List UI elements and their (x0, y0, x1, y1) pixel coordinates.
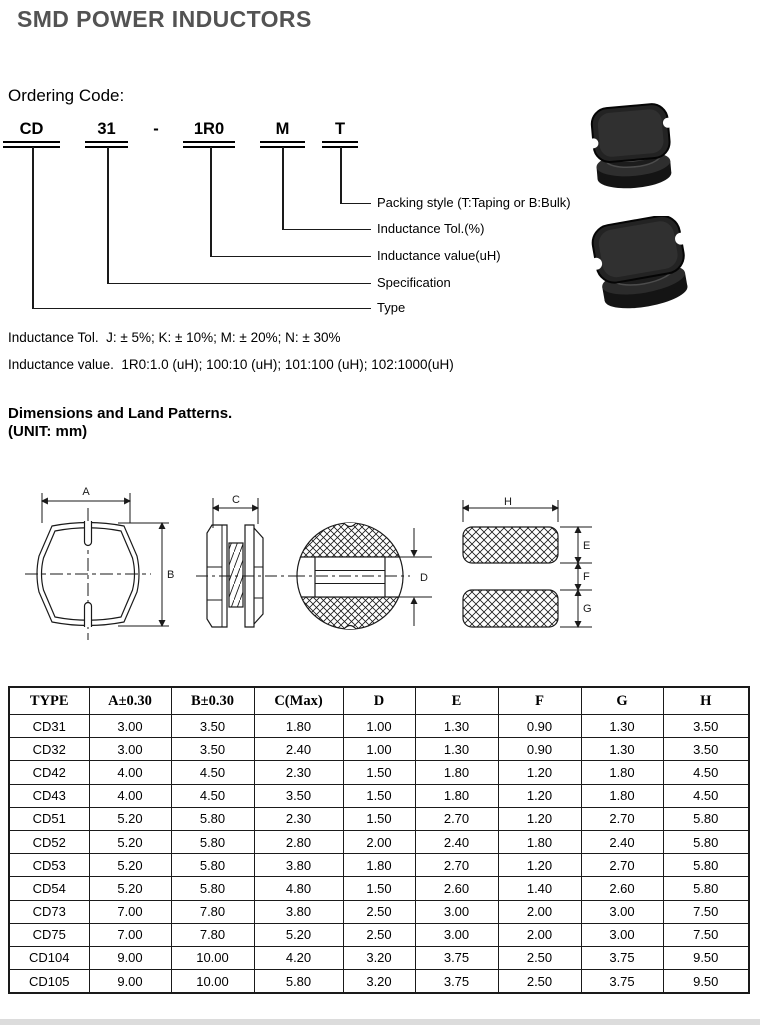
diagram-top-view (23, 468, 177, 650)
inductance-value-note: Inductance value. 1R0:1.0 (uH); 100:10 (uH); 101:100 (uH); 102:1000(uH) (8, 357, 454, 372)
ordering-code-heading: Ordering Code: (8, 86, 125, 105)
connector-line (210, 147, 212, 257)
table-row (9, 854, 749, 877)
connector-line (107, 147, 109, 284)
value-cell: 4.20 (254, 946, 343, 969)
value-cell: 5.80 (171, 877, 254, 900)
spec-table-body (9, 715, 749, 994)
code-part-pack-text: T (334, 120, 346, 138)
code-part-tol-text: M (275, 120, 290, 138)
dim-label-d: D (420, 572, 428, 584)
product-photo-large (586, 216, 696, 314)
table-row (9, 877, 749, 900)
callout-type: Type (377, 300, 406, 315)
value-cell: 3.50 (663, 738, 749, 761)
value-cell: 1.40 (498, 877, 581, 900)
value-cell: 1.80 (254, 715, 343, 738)
value-cell: 4.50 (171, 784, 254, 807)
connector-line (282, 147, 284, 230)
value-cell: 9.00 (89, 946, 171, 969)
code-part-tol (260, 119, 305, 148)
callout-specification: Specification (377, 275, 451, 290)
type-cell: CD51 (9, 807, 89, 830)
value-cell: 5.80 (254, 970, 343, 994)
value-cell: 4.50 (663, 761, 749, 784)
value-cell: 2.50 (343, 923, 415, 946)
page-bottom-edge (0, 1019, 760, 1025)
inductance-tol-note: Inductance Tol. J: ± 5%; K: ± 10%; M: ± 20%; N: ± 30% (8, 330, 341, 345)
value-cell: 3.00 (89, 738, 171, 761)
value-cell: 5.80 (663, 854, 749, 877)
value-cell: 3.00 (415, 923, 498, 946)
code-part-value-text: 1R0 (193, 120, 225, 138)
value-cell: 1.80 (581, 761, 663, 784)
value-cell: 2.70 (581, 854, 663, 877)
code-part-value (183, 119, 235, 148)
value-cell: 2.80 (254, 830, 343, 853)
value-cell: 1.50 (343, 784, 415, 807)
value-cell: 1.20 (498, 807, 581, 830)
value-cell: 3.00 (89, 715, 171, 738)
value-cell: 3.20 (343, 970, 415, 994)
connector-line (210, 256, 371, 258)
value-cell: 5.20 (89, 854, 171, 877)
value-cell: 1.80 (415, 761, 498, 784)
value-cell: 7.50 (663, 900, 749, 923)
dimensions-heading: Dimensions and Land Patterns. (8, 405, 233, 422)
value-cell: 3.00 (581, 900, 663, 923)
table-row (9, 923, 749, 946)
connector-line (32, 308, 371, 310)
value-cell: 2.50 (498, 970, 581, 994)
value-cell: 3.80 (254, 854, 343, 877)
table-row (9, 738, 749, 761)
column-header-d: D (343, 687, 415, 715)
value-cell: 2.60 (581, 877, 663, 900)
code-part-spec (85, 119, 128, 148)
value-cell: 2.40 (415, 830, 498, 853)
page-title: SMD POWER INDUCTORS (17, 6, 312, 32)
table-row (9, 761, 749, 784)
value-cell: 1.30 (415, 738, 498, 761)
value-cell: 5.80 (171, 854, 254, 877)
value-cell: 1.50 (343, 807, 415, 830)
code-part-type (3, 119, 60, 148)
callout-packing-style: Packing style (T:Taping or B:Bulk) (377, 195, 571, 210)
type-cell: CD54 (9, 877, 89, 900)
value-cell: 2.60 (415, 877, 498, 900)
value-cell: 1.80 (343, 854, 415, 877)
value-cell: 4.50 (171, 761, 254, 784)
table-row (9, 970, 749, 994)
table-header-row (9, 687, 749, 715)
dim-label-a: A (82, 486, 90, 498)
value-cell: 1.50 (343, 761, 415, 784)
value-cell: 2.70 (415, 854, 498, 877)
value-cell: 3.50 (254, 784, 343, 807)
table-row (9, 946, 749, 969)
double-underline (183, 141, 235, 148)
value-cell: 3.80 (254, 900, 343, 923)
dim-label-f: F (583, 571, 590, 583)
value-cell: 9.00 (89, 970, 171, 994)
code-part-spec-text: 31 (97, 120, 116, 138)
value-cell: 3.00 (415, 900, 498, 923)
dim-label-h: H (504, 496, 512, 508)
type-cell: CD73 (9, 900, 89, 923)
dim-label-g: G (583, 603, 592, 615)
table-row (9, 784, 749, 807)
table-row (9, 807, 749, 830)
value-cell: 4.50 (663, 784, 749, 807)
connector-line (282, 229, 371, 231)
value-cell: 1.80 (415, 784, 498, 807)
spec-table (8, 686, 750, 994)
value-cell: 3.00 (581, 923, 663, 946)
table-row (9, 715, 749, 738)
value-cell: 1.20 (498, 784, 581, 807)
connector-line (340, 203, 371, 205)
value-cell: 10.00 (171, 946, 254, 969)
product-photo-small (584, 102, 680, 194)
connector-line (340, 147, 342, 204)
value-cell: 1.00 (343, 715, 415, 738)
column-header-g: G (581, 687, 663, 715)
dim-label-b: B (167, 569, 175, 581)
value-cell: 3.75 (415, 946, 498, 969)
value-cell: 3.75 (415, 970, 498, 994)
value-cell: 9.50 (663, 946, 749, 969)
value-cell: 5.80 (171, 830, 254, 853)
value-cell: 4.00 (89, 784, 171, 807)
value-cell: 1.30 (581, 738, 663, 761)
column-header-b: B±0.30 (171, 687, 254, 715)
value-cell: 0.90 (498, 738, 581, 761)
diagram-land-pattern (452, 492, 600, 644)
value-cell: 2.50 (343, 900, 415, 923)
value-cell: 5.80 (663, 807, 749, 830)
code-part-dash (146, 119, 166, 139)
value-cell: 1.80 (581, 784, 663, 807)
type-cell: CD42 (9, 761, 89, 784)
value-cell: 1.20 (498, 761, 581, 784)
type-cell: CD105 (9, 970, 89, 994)
code-part-type-text: CD (19, 120, 44, 138)
type-cell: CD75 (9, 923, 89, 946)
table-row (9, 900, 749, 923)
type-cell: CD104 (9, 946, 89, 969)
code-part-dash-text: - (153, 120, 159, 138)
value-cell: 5.20 (89, 877, 171, 900)
type-cell: CD32 (9, 738, 89, 761)
value-cell: 3.50 (171, 715, 254, 738)
column-header-f: F (498, 687, 581, 715)
value-cell: 1.20 (498, 854, 581, 877)
value-cell: 3.50 (171, 738, 254, 761)
value-cell: 3.75 (581, 970, 663, 994)
callout-inductance-value: Inductance value(uH) (377, 248, 501, 263)
value-cell: 1.30 (415, 715, 498, 738)
column-header-type: TYPE (9, 687, 89, 715)
unit-note: (UNIT: mm) (8, 423, 88, 440)
value-cell: 7.80 (171, 923, 254, 946)
value-cell: 2.00 (343, 830, 415, 853)
value-cell: 7.50 (663, 923, 749, 946)
column-header-a: A±0.30 (89, 687, 171, 715)
value-cell: 4.80 (254, 877, 343, 900)
value-cell: 10.00 (171, 970, 254, 994)
value-cell: 2.70 (581, 807, 663, 830)
value-cell: 7.00 (89, 923, 171, 946)
value-cell: 5.20 (89, 830, 171, 853)
dim-label-e: E (583, 540, 591, 552)
value-cell: 1.80 (498, 830, 581, 853)
value-cell: 2.00 (498, 923, 581, 946)
value-cell: 0.90 (498, 715, 581, 738)
value-cell: 2.30 (254, 807, 343, 830)
type-cell: CD43 (9, 784, 89, 807)
type-cell: CD52 (9, 830, 89, 853)
value-cell: 1.50 (343, 877, 415, 900)
value-cell: 5.20 (254, 923, 343, 946)
connector-line (32, 147, 34, 309)
value-cell: 9.50 (663, 970, 749, 994)
callout-inductance-tol: Inductance Tol.(%) (377, 221, 485, 236)
value-cell: 5.80 (171, 807, 254, 830)
table-row (9, 830, 749, 853)
value-cell: 7.80 (171, 900, 254, 923)
code-part-pack (322, 119, 358, 148)
column-header-e: E (415, 687, 498, 715)
value-cell: 1.00 (343, 738, 415, 761)
value-cell: 2.70 (415, 807, 498, 830)
value-cell: 5.80 (663, 830, 749, 853)
connector-line (107, 283, 371, 285)
value-cell: 7.00 (89, 900, 171, 923)
diagram-bottom-view (292, 492, 442, 644)
value-cell: 4.00 (89, 761, 171, 784)
column-header-c: C(Max) (254, 687, 343, 715)
value-cell: 5.20 (89, 807, 171, 830)
value-cell: 2.50 (498, 946, 581, 969)
value-cell: 2.40 (254, 738, 343, 761)
type-cell: CD31 (9, 715, 89, 738)
value-cell: 3.50 (663, 715, 749, 738)
dim-label-c: C (232, 494, 240, 506)
value-cell: 2.40 (581, 830, 663, 853)
value-cell: 2.30 (254, 761, 343, 784)
value-cell: 3.75 (581, 946, 663, 969)
diagram-side-view (192, 488, 304, 640)
value-cell: 3.20 (343, 946, 415, 969)
value-cell: 1.30 (581, 715, 663, 738)
column-header-h: H (663, 687, 749, 715)
type-cell: CD53 (9, 854, 89, 877)
value-cell: 5.80 (663, 877, 749, 900)
value-cell: 2.00 (498, 900, 581, 923)
